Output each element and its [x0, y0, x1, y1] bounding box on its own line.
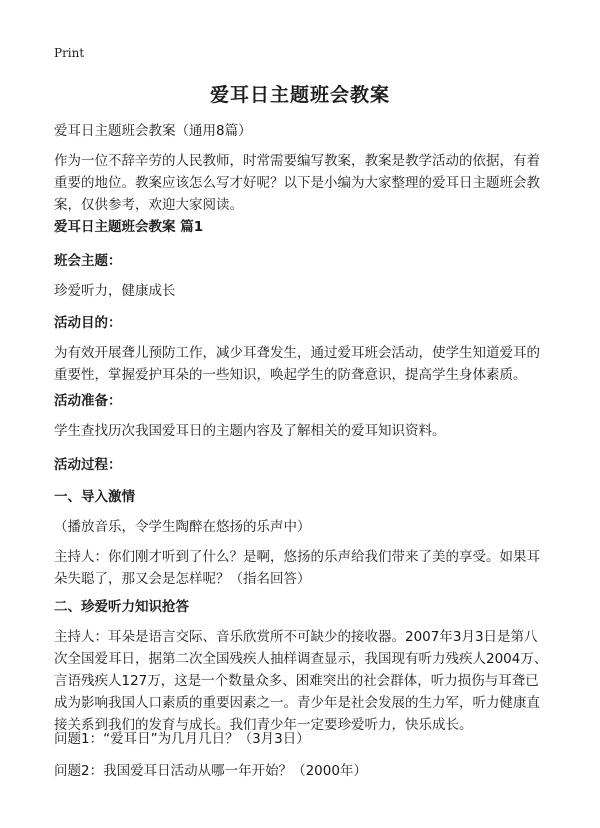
heading-meeting-theme: 班会主题：: [54, 253, 122, 269]
subtitle-paragraph: 爱耳日主题班会教案（通用8篇）: [54, 123, 252, 139]
heading-activity-prep: 活动准备：: [54, 393, 122, 409]
heading-step-two: 二、珍爱听力知识抢答: [54, 599, 189, 615]
activity-prep-text: 学生查找历次我国爱耳日的主题内容及了解相关的爱耳知识资料。: [54, 423, 446, 439]
print-label: Print: [54, 46, 85, 60]
heading-activity-process: 活动过程：: [54, 457, 122, 473]
activity-goal-text: 为有效开展聋儿预防工作，减少耳聋发生，通过爱耳班会活动，使学生知道爱耳的重要性，掌握爱护耳朵的一些知识，唤起学生的防聋意识，提高学生身体素质。: [54, 345, 540, 383]
meeting-theme-text: 珍爱听力，健康成长: [54, 283, 176, 299]
intro-paragraph: 作为一位不辞辛劳的人民教师，时常需要编写教案，教案是教学活动的依据，有着重要的地位。教案应该怎么写才好呢？以下是小编为大家整理的爱耳日主题班会教案，仅供参考，欢迎大家阅读。: [54, 153, 540, 213]
host-knowledge-text: 主持人：耳朵是语言交际、音乐欣赏所不可缺少的接收器。2007年3月3日是第八次全国爱耳日，据第二次全国残疾人抽样调查显示，我国现有听力残疾人2004万、言语残疾人127万，这是一个数量众多、困难突出的社会群体，听力损伤与耳聋已成为影响我国人口素质的重要因素之一。青少年是社会发展的生力军，听力健康直接关系到我们的发育与成长。我们青少年一定要珍爱听力，快乐成长。: [54, 629, 548, 733]
section-heading: 爱耳日主题班会教案 篇1: [54, 219, 204, 235]
music-note-text: （播放音乐，令学生陶醉在悠扬的乐声中）: [54, 519, 311, 535]
host-intro-text: 主持人：你们刚才听到了什么？是啊，悠扬的乐声给我们带来了美的享受。如果耳朵失聪了，那又会是怎样呢？（指名回答）: [54, 549, 540, 587]
question-1: 问题1：“爱耳日”为几月几日？（3月3日）: [54, 731, 310, 747]
question-2: 问题2：我国爱耳日活动从哪一年开始？（2000年）: [54, 763, 367, 779]
heading-activity-goal: 活动目的：: [54, 315, 122, 331]
page-title: 爱耳日主题班会教案: [209, 84, 390, 106]
heading-step-one: 一、导入激情: [54, 489, 135, 505]
